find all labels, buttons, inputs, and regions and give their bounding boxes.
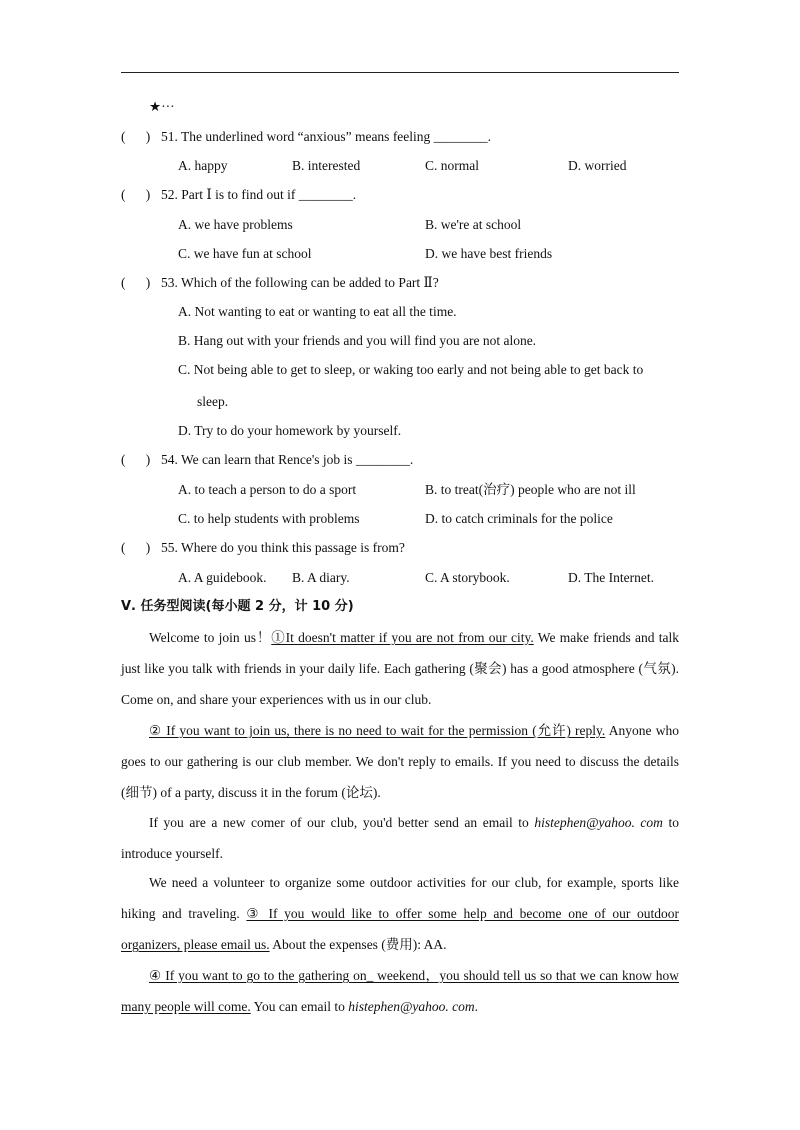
passage-paragraph-5 — [121, 960, 679, 1022]
underlined-sentence-3: ③ If you would like to offer some help and become one of our outdoor organizers, please email us. — [121, 906, 679, 952]
answer-blank: ( ) — [121, 187, 151, 202]
option-55-a: A. A guidebook. — [178, 570, 267, 585]
passage-text: We need a volunteer to organize some outdoor activities for our club, for example, sports like hiking and traveling. — [121, 875, 679, 921]
option-53-c: C. Not being able to get to sleep, or waking too early and not being able to get back to — [178, 362, 644, 377]
passage-paragraph-4 — [121, 867, 679, 960]
question-stem: 53. Which of the following can be added to Part Ⅱ? — [161, 275, 439, 290]
question-55 — [121, 539, 405, 557]
option-54-b: B. to treat(治疗) people who are not ill — [425, 482, 636, 497]
option-54-a: A. to teach a person to do a sport — [178, 482, 357, 497]
option-53-c-cont: sleep. — [197, 394, 229, 409]
answer-blank: ( ) — [121, 275, 151, 290]
question-52 — [121, 186, 356, 204]
passage-paragraph-2 — [121, 715, 679, 808]
underlined-sentence-2: ② If you want to join us, there is no need to wait for the permission (允许) reply. — [149, 723, 606, 738]
passage-text: . — [474, 999, 478, 1014]
option-53-b: B. Hang out with your friends and you will find you are not alone. — [178, 333, 537, 348]
passage-text: Anyone who goes to our gathering is our club member. We don't reply to emails. If you need to discuss the details (细节) of a party, discuss it in the forum (论坛). — [121, 723, 679, 800]
underlined-sentence-1: ①It doesn't matter if you are not from our city. — [271, 630, 534, 645]
option-51-b: B. interested — [292, 158, 361, 173]
passage-paragraph-1 — [121, 622, 679, 715]
option-55-c: C. A storybook. — [425, 570, 510, 585]
question-stem: 51. The underlined word “anxious” means feeling ________. — [161, 129, 492, 144]
option-54-c: C. to help students with problems — [178, 511, 360, 526]
email-address: histephen@yahoo. com — [348, 999, 475, 1014]
passage-text: to introduce yourself. — [121, 815, 679, 861]
email-address: histephen@yahoo. com — [534, 815, 663, 830]
star-mark: ★··· — [149, 99, 175, 114]
passage-paragraph-3 — [121, 807, 679, 869]
answer-blank: ( ) — [121, 452, 151, 467]
option-54-d: D. to catch criminals for the police — [425, 511, 613, 526]
question-53 — [121, 274, 439, 292]
option-55-b: B. A diary. — [292, 570, 350, 585]
question-stem: 52. Part Ⅰ is to find out if ________. — [161, 187, 357, 202]
underlined-sentence-4: ④ If you want to go to the gathering on_ weekend，you should tell us so that we can know how many people will come. — [121, 968, 679, 1014]
option-51-d: D. worried — [568, 158, 627, 173]
option-53-d: D. Try to do your homework by yourself. — [178, 423, 402, 438]
option-52-a: A. we have problems — [178, 217, 293, 232]
question-stem: 54. We can learn that Rence's job is ________. — [161, 452, 414, 467]
passage-text: We make friends and talk just like you talk with friends in your daily life. Each gathering (聚会) has a good atmosphere (气氛). Come on, and share your experiences with us in our club. — [121, 630, 679, 707]
option-52-c: C. we have fun at school — [178, 246, 312, 261]
question-stem: 55. Where do you think this passage is from? — [161, 540, 405, 555]
header-rule — [121, 72, 679, 73]
passage-text: About the expenses (费用): AA. — [269, 937, 447, 952]
answer-blank: ( ) — [121, 540, 151, 555]
passage-text: You can email to — [250, 999, 349, 1014]
option-51-a: A. happy — [178, 158, 228, 173]
question-54 — [121, 451, 413, 469]
option-52-d: D. we have best friends — [425, 246, 553, 261]
section-title: Ⅴ. 任务型阅读(每小题 2 分，计 10 分) — [121, 599, 354, 614]
option-53-a: A. Not wanting to eat or wanting to eat all the time. — [178, 304, 457, 319]
passage-text: If you are a new comer of our club, you'd better send an email to — [149, 815, 535, 830]
option-55-d: D. The Internet. — [568, 570, 654, 585]
passage-text: Welcome to join us！ — [149, 630, 272, 645]
question-51 — [121, 128, 491, 146]
option-51-c: C. normal — [425, 158, 479, 173]
option-52-b: B. we're at school — [425, 217, 522, 232]
answer-blank: ( ) — [121, 129, 151, 144]
